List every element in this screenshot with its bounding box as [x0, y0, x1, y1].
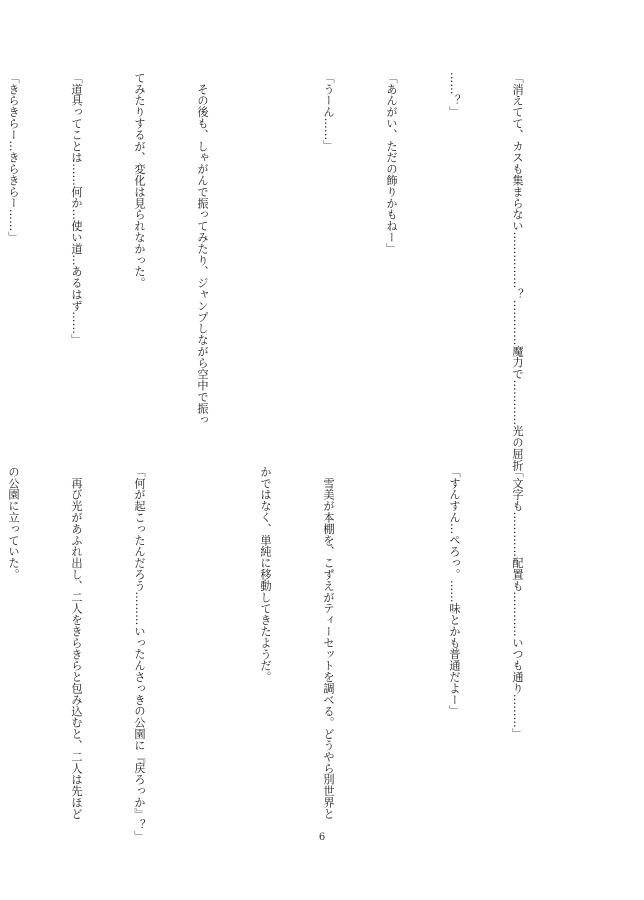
text-line: てみたりするが、変化は見られなかった。 — [133, 72, 146, 289]
text-line: 「消えてて、カスも集まらない……………？…………魔力で…………光の屈折 — [511, 72, 524, 471]
text-line: 「何が起こったんだろう………いったんさっきの公園に『戻ろっか』？」 — [133, 466, 146, 843]
text-line: 雪美が本棚を、こずえがティーセットを調べる。どうやら別世界と — [322, 466, 335, 820]
text-line: 「あんがい、ただの飾りかもねー」 — [385, 72, 398, 255]
upper-text-block — [0, 72, 570, 471]
text-line: 「すんすん…ぺろっ。……味とかも普通だよー」 — [448, 466, 461, 717]
text-line — [381, 466, 402, 796]
text-line: 「道具ってことは……何か…使い道…あるはず……」 — [70, 72, 83, 346]
text-line: 「うーん……」 — [322, 72, 335, 152]
lower-text-block — [0, 466, 570, 843]
text-line: 「きらきらー…きらきらー……」 — [7, 72, 20, 243]
text-line: かではなく、単純に移動してきたようだ。 — [259, 466, 272, 683]
text-line: 「文字も…………配置も…………いつも通り………」 — [511, 466, 524, 740]
text-line — [192, 466, 213, 796]
text-line: ……？」 — [448, 72, 461, 118]
text-line — [255, 72, 276, 402]
page-number: 6 — [318, 832, 326, 843]
text-line: その後も、しゃがんで振ってみたり、ジャンプしながら空中で振っ — [196, 72, 209, 426]
text-line: 再び光があふれ出し、二人をきらきらと包み込むと、二人は先ほど — [70, 466, 83, 820]
text-line: の公園に立っていた。 — [7, 466, 20, 580]
